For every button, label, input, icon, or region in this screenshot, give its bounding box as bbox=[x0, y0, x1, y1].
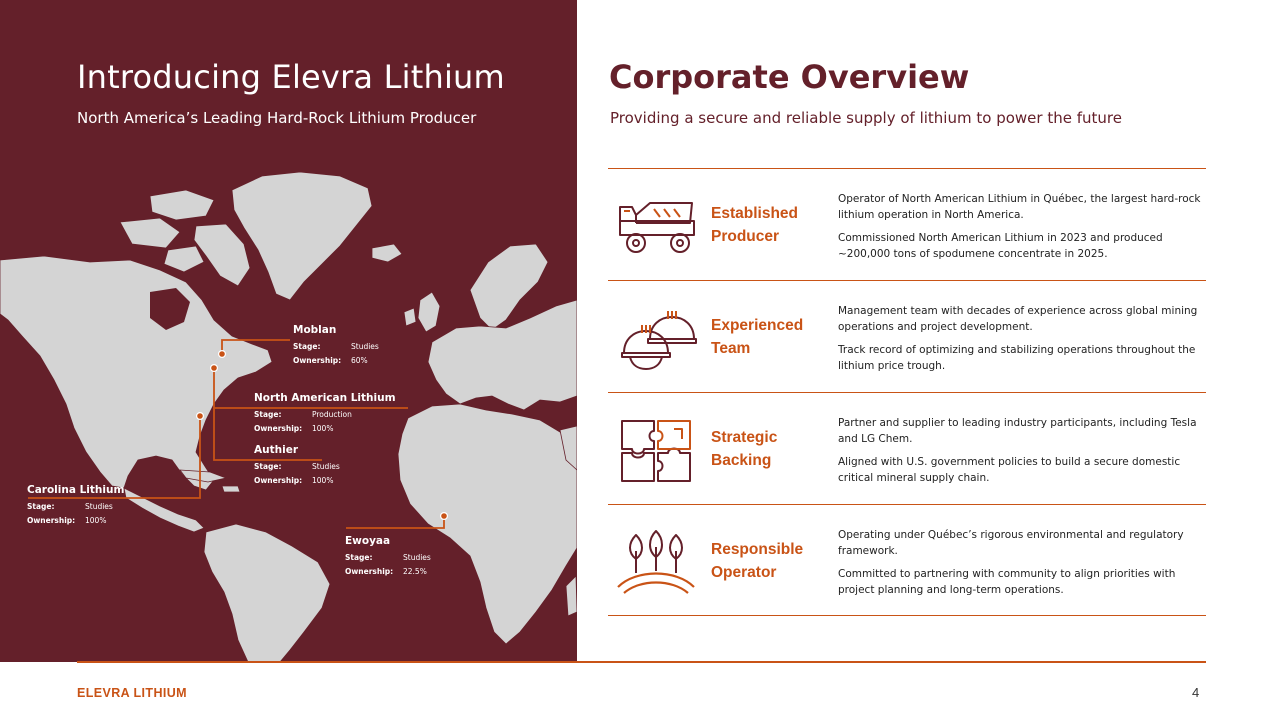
section-subtitle: Providing a secure and reliable supply of lithium to power the future bbox=[610, 109, 1122, 127]
pillar-responsible-operator bbox=[608, 504, 1206, 616]
page-subtitle: North America’s Leading Hard-Rock Lithium Producer bbox=[77, 109, 477, 127]
pillar-list bbox=[608, 168, 1206, 616]
dump-truck-icon bbox=[614, 193, 700, 259]
site-dot-nal bbox=[211, 365, 218, 372]
site-label-moblan: Moblan Stage: Studies Ownership: 60% bbox=[293, 324, 379, 365]
pillar-experienced-team bbox=[608, 280, 1206, 392]
site-label-authier: Authier Stage: Studies Ownership: 100% bbox=[254, 444, 340, 485]
page-title: Introducing Elevra Lithium bbox=[77, 58, 505, 96]
pillar-label: Experienced Team bbox=[711, 317, 804, 357]
site-dot-ewoyaa bbox=[441, 513, 448, 520]
hard-hats-icon bbox=[614, 305, 700, 371]
pillar-description: Partner and supplier to leading industry participants, including Tesla and LG Chem. Aligned with U.S. government policies to build a secure domestic critical mineral supply chain. bbox=[838, 417, 1197, 484]
pillar-description: Management team with decades of experience across global mining operations and project development. Track record of optimizing and stabilizing operations throughout the lithium price trough. bbox=[838, 305, 1198, 372]
world-map bbox=[0, 0, 577, 662]
greenland-shape bbox=[232, 172, 372, 300]
pillar-description: Operating under Québec’s rigorous environmental and regulatory framework. Committed to partnering with community to align priorities with project planning and long-term operations. bbox=[838, 529, 1184, 596]
site-label-ewoyaa: Ewoyaa Stage: Studies Ownership: 22.5% bbox=[345, 535, 431, 576]
section-title: Corporate Overview bbox=[609, 58, 970, 96]
africa-shape bbox=[398, 404, 577, 644]
footer-divider bbox=[77, 661, 1206, 663]
pillar-label: Established Producer bbox=[711, 205, 798, 245]
site-dot-carolina bbox=[197, 413, 204, 420]
site-label-carolina-lithium: Carolina Lithium Stage: Studies Ownership: 100% bbox=[27, 484, 125, 525]
footer-brand: ELEVRA LITHIUM bbox=[77, 686, 187, 700]
site-dot-moblan bbox=[219, 351, 226, 358]
central-america-shape bbox=[124, 488, 204, 532]
site-label-north-american-lithium: North American Lithium Stage: Production Ownership: 100% bbox=[254, 392, 396, 433]
map-panel bbox=[0, 0, 577, 662]
pillar-label: Strategic Backing bbox=[711, 429, 778, 469]
north-america-shape bbox=[0, 256, 272, 490]
uk-shape bbox=[418, 292, 440, 332]
pillar-description: Operator of North American Lithium in Québec, the largest hard-rock lithium operation in North America. Commissioned North American Lithium in 2023 and produced ~200,000 tons of spodumene concentrate in 2025. bbox=[838, 193, 1201, 260]
page-number: 4 bbox=[1192, 685, 1200, 700]
south-america-shape bbox=[204, 524, 330, 662]
arctic-islands-shape bbox=[150, 190, 214, 220]
pillar-established-producer bbox=[608, 168, 1206, 280]
pillar-label: Responsible Operator bbox=[711, 541, 804, 581]
pillar-strategic-backing bbox=[608, 392, 1206, 504]
puzzle-icon bbox=[614, 417, 700, 483]
baffin-shape bbox=[194, 224, 250, 286]
trees-icon bbox=[614, 529, 700, 595]
